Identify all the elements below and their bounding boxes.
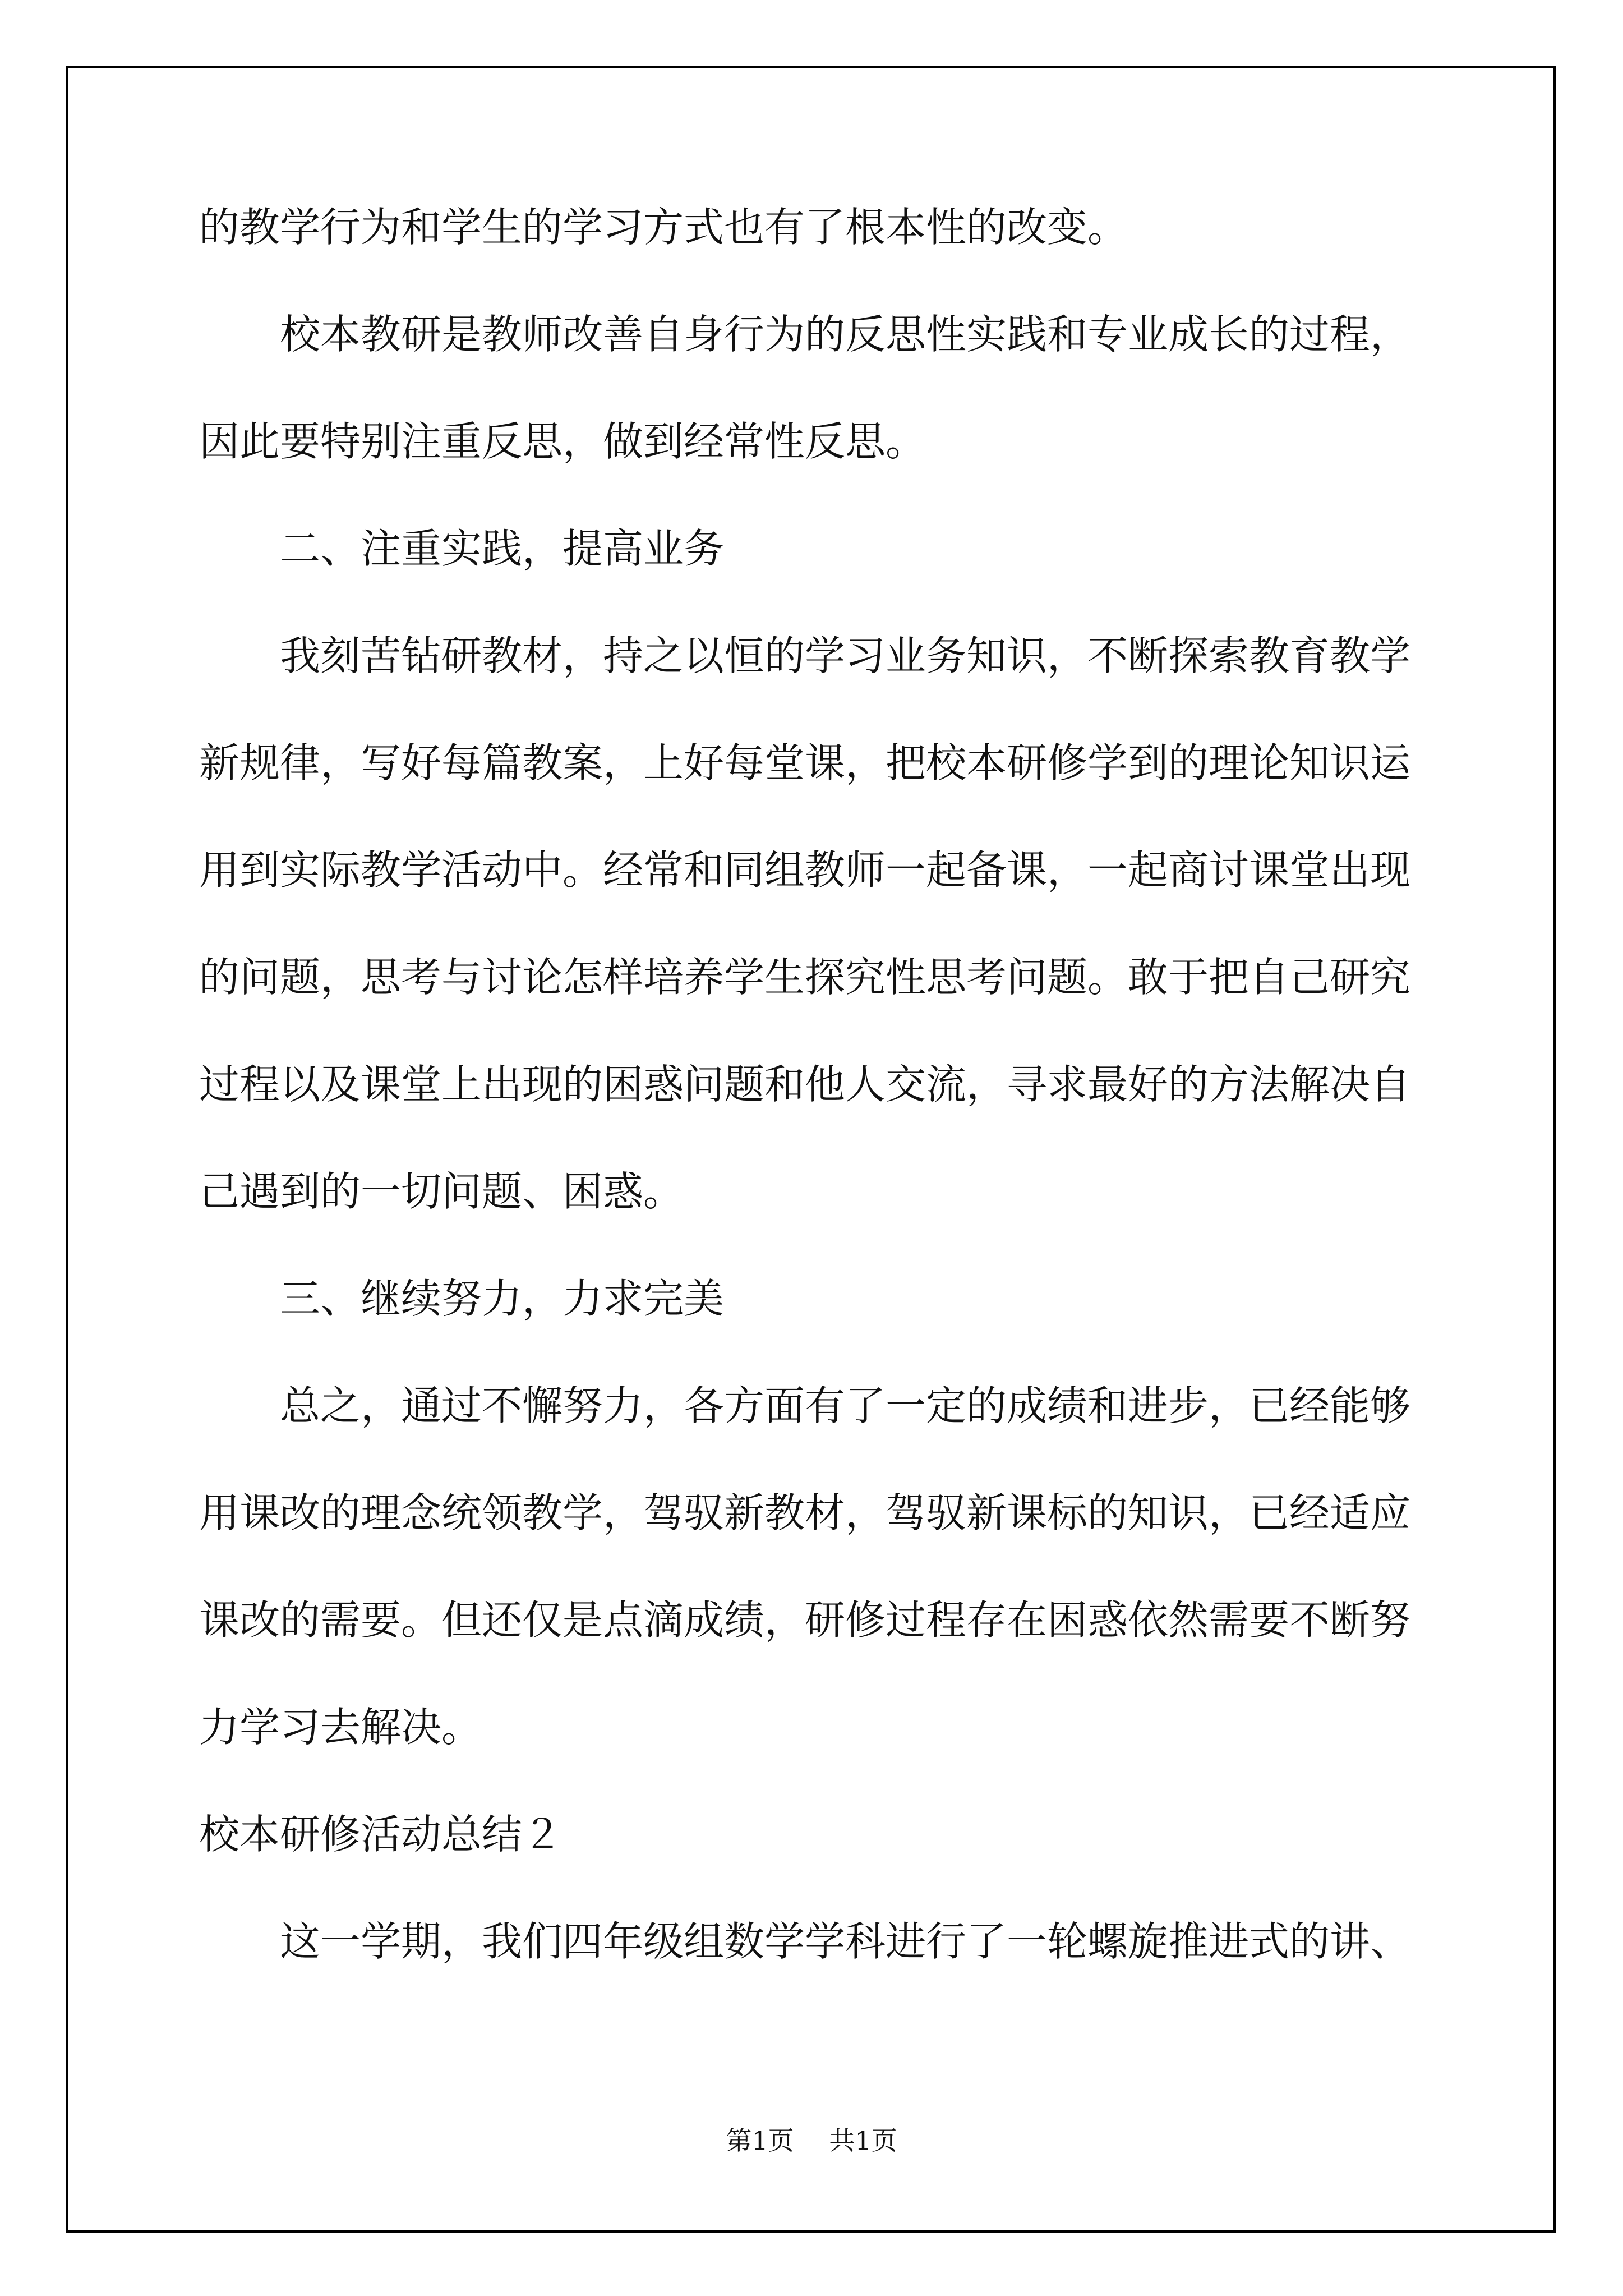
document-body [199, 174, 1438, 1995]
page-footer [0, 2120, 1623, 2157]
page-number: 第1页 [726, 2125, 794, 2156]
text-line: 己遇到的一切问题、困惑。 [199, 1168, 684, 1215]
text-line: 力学习去解决。 [199, 1704, 482, 1751]
document-title: 校本研修活动总结２ [199, 1811, 563, 1858]
text-line: 的问题，思考与讨论怎样培养学生探究性思考问题。敢于把自己研究 [199, 954, 1411, 1001]
text-line: 总之，通过不懈努力，各方面有了一定的成绩和进步，已经能够 [280, 1382, 1411, 1429]
section-heading: 三、继续努力，力求完美 [280, 1275, 725, 1322]
text-line: 新规律，写好每篇教案，上好每堂课，把校本研修学到的理论知识运 [199, 739, 1411, 786]
text-line: 过程以及课堂上出现的困惑问题和他人交流，寻求最好的方法解决自 [199, 1061, 1411, 1108]
text-line: 因此要特别注重反思，做到经常性反思。 [199, 418, 926, 465]
text-line: 校本教研是教师改善自身行为的反思性实践和专业成长的过程， [280, 311, 1411, 358]
text-line: 用课改的理念统领教学，驾驭新教材，驾驭新课标的知识，已经适应 [199, 1489, 1411, 1536]
text-line: 的教学行为和学生的学习方式也有了根本性的改变。 [199, 204, 1128, 251]
page-total: 共1页 [829, 2125, 897, 2156]
text-line: 我刻苦钻研教材，持之以恒的学习业务知识，不断探索教育教学 [280, 632, 1411, 679]
section-heading: 二、注重实践，提高业务 [280, 525, 725, 572]
text-line: 课改的需要。但还仅是点滴成绩，研修过程存在困惑依然需要不断努 [199, 1596, 1411, 1644]
text-line: 这一学期，我们四年级组数学学科进行了一轮螺旋推进式的讲、 [280, 1918, 1411, 1965]
text-line: 用到实际教学活动中。经常和同组教师一起备课，一起商讨课堂出现 [199, 846, 1411, 894]
